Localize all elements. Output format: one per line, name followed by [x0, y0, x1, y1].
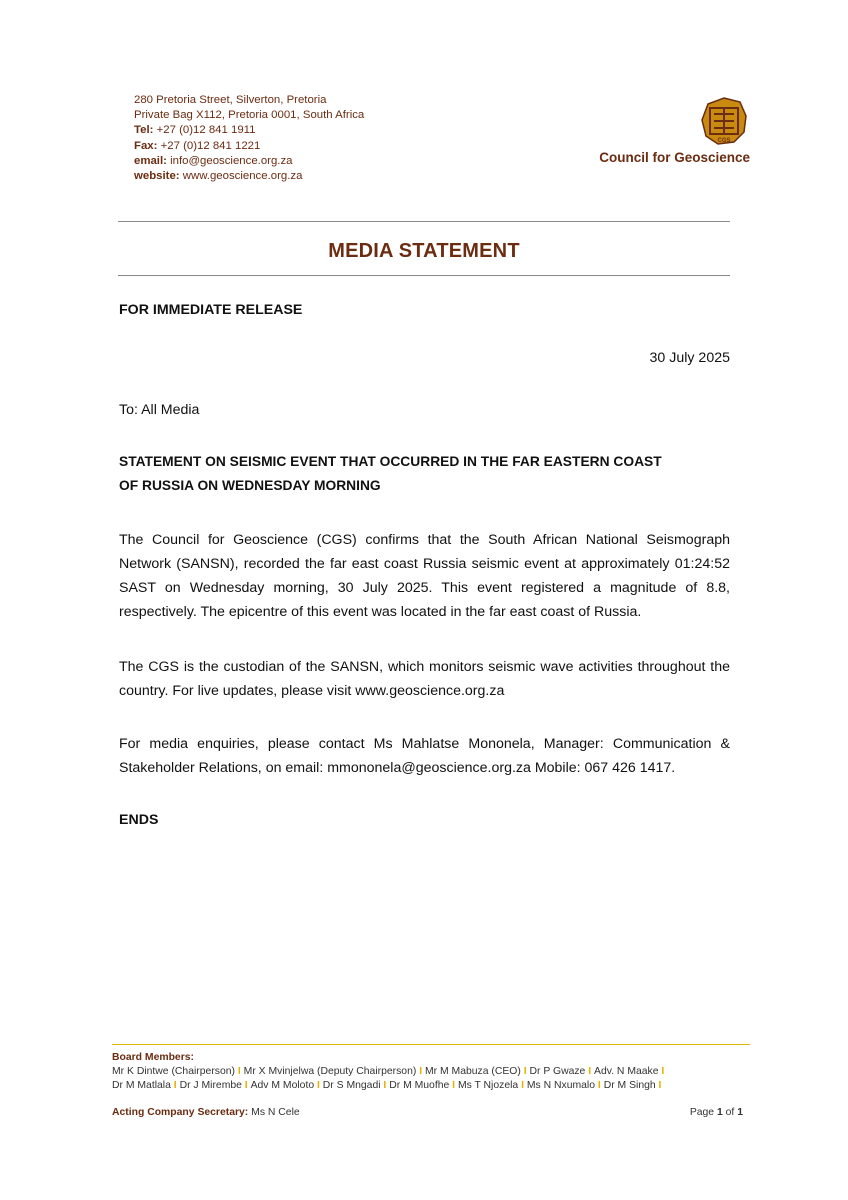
secretary-label: Acting Company Secretary: — [112, 1107, 249, 1118]
email-label: email: — [134, 154, 167, 167]
address-block — [134, 93, 364, 184]
board-row-1 — [112, 1065, 752, 1079]
separator-mark: I — [595, 1080, 604, 1091]
fax-line — [134, 139, 364, 154]
board-member: Dr P Gwaze — [529, 1066, 586, 1077]
separator-mark: I — [518, 1080, 527, 1091]
statement-date: 30 July 2025 — [649, 350, 730, 366]
page-word: Page — [689, 1107, 715, 1118]
separator-mark: I — [585, 1066, 595, 1077]
separator-mark: I — [658, 1066, 665, 1077]
paragraph-3: For media enquiries, please contact Ms Mahlatse Mononela, Manager: Communication & Stakeholder Relations, on email: mmononela@geoscience.org.za Mobile: 067 426 1417. — [119, 736, 730, 776]
board-member: Dr M Muofhe — [389, 1080, 450, 1091]
separator-mark: I — [520, 1066, 530, 1077]
website-label: website: — [134, 170, 180, 183]
board-member: Mr M Mabuza (CEO) — [425, 1066, 521, 1077]
board-member: Dr J Mirembe — [179, 1080, 242, 1091]
ends-marker: ENDS — [119, 812, 159, 828]
tel-label: Tel: — [134, 124, 154, 137]
board-member: Dr S Mngadi — [322, 1080, 381, 1091]
tel-value: +27 (0)12 841 1911 — [156, 124, 256, 137]
page-total: 1 — [737, 1107, 743, 1118]
separator-mark: I — [241, 1080, 251, 1091]
fax-label: Fax: — [134, 139, 158, 152]
board-member: Dr M Singh — [603, 1080, 656, 1091]
cgs-logo-icon — [700, 96, 748, 146]
board-member: Ms T Njozela — [457, 1080, 519, 1091]
org-name: Council for Geoscience — [599, 150, 750, 165]
separator-mark: I — [655, 1080, 662, 1091]
email-value: info@geoscience.org.za — [170, 154, 293, 167]
board-member: Mr K Dintwe (Chairperson) — [112, 1066, 235, 1077]
page-current: 1 — [716, 1107, 723, 1118]
statement-heading — [119, 450, 730, 498]
paragraph-2: The CGS is the custodian of the SANSN, which monitors seismic wave activities throughout the country. For live updates, please visit www.geoscience.org.za — [119, 659, 730, 699]
separator-mark: I — [416, 1066, 425, 1077]
separator-mark: I — [380, 1080, 390, 1091]
board-row-2 — [112, 1079, 752, 1093]
footer-board — [112, 1051, 752, 1093]
page-number — [600, 1107, 743, 1118]
footer-rule — [112, 1044, 750, 1045]
address-line-1: 280 Pretoria Street, Silverton, Pretoria — [134, 94, 327, 106]
recipient-line: To: All Media — [119, 402, 200, 418]
heading-line-1: STATEMENT ON SEISMIC EVENT THAT OCCURRED IN THE FAR EASTERN COAST — [119, 454, 662, 469]
website-value: www.geoscience.org.za — [182, 170, 303, 183]
separator-mark: I — [235, 1066, 244, 1077]
email-line — [134, 154, 364, 169]
logo-text: CGS — [717, 138, 731, 144]
title-rule-top — [118, 221, 730, 222]
tel-line — [134, 123, 364, 138]
separator-mark: I — [170, 1080, 180, 1091]
board-member: Adv M Moloto — [250, 1080, 315, 1091]
paragraph-1: The Council for Geoscience (CGS) confirms that the South African National Seismograph Network (SANSN), recorded the far east coast Russia seismic event at approximately 01:24:52 SAST on Wednesday morning, 30 July 2025. This event registered a magnitude of 8.8, respectively. The epicentre of this event was located in the far east coast of Russia. — [119, 532, 730, 620]
separator-mark: I — [449, 1080, 458, 1091]
page-of: of — [725, 1107, 735, 1118]
board-title: Board Members: — [112, 1052, 194, 1063]
fax-value: +27 (0)12 841 1221 — [160, 139, 261, 152]
heading-line-2: OF RUSSIA ON WEDNESDAY MORNING — [119, 478, 381, 493]
page-title: MEDIA STATEMENT — [328, 240, 520, 262]
title-rule-bottom — [118, 275, 730, 276]
board-member: Mr X Mvinjelwa (Deputy Chairperson) — [243, 1066, 417, 1077]
board-member: Adv. N Maake — [594, 1066, 659, 1077]
release-label: FOR IMMEDIATE RELEASE — [119, 302, 303, 318]
address-line-2: Private Bag X112, Pretoria 0001, South Africa — [134, 109, 365, 122]
secretary-line — [112, 1107, 300, 1118]
secretary-name: Ms N Cele — [251, 1107, 300, 1118]
board-member: Ms N Nxumalo — [526, 1080, 596, 1091]
separator-mark: I — [314, 1080, 323, 1091]
website-line — [134, 169, 364, 184]
board-member: Dr M Matlala — [112, 1080, 171, 1091]
